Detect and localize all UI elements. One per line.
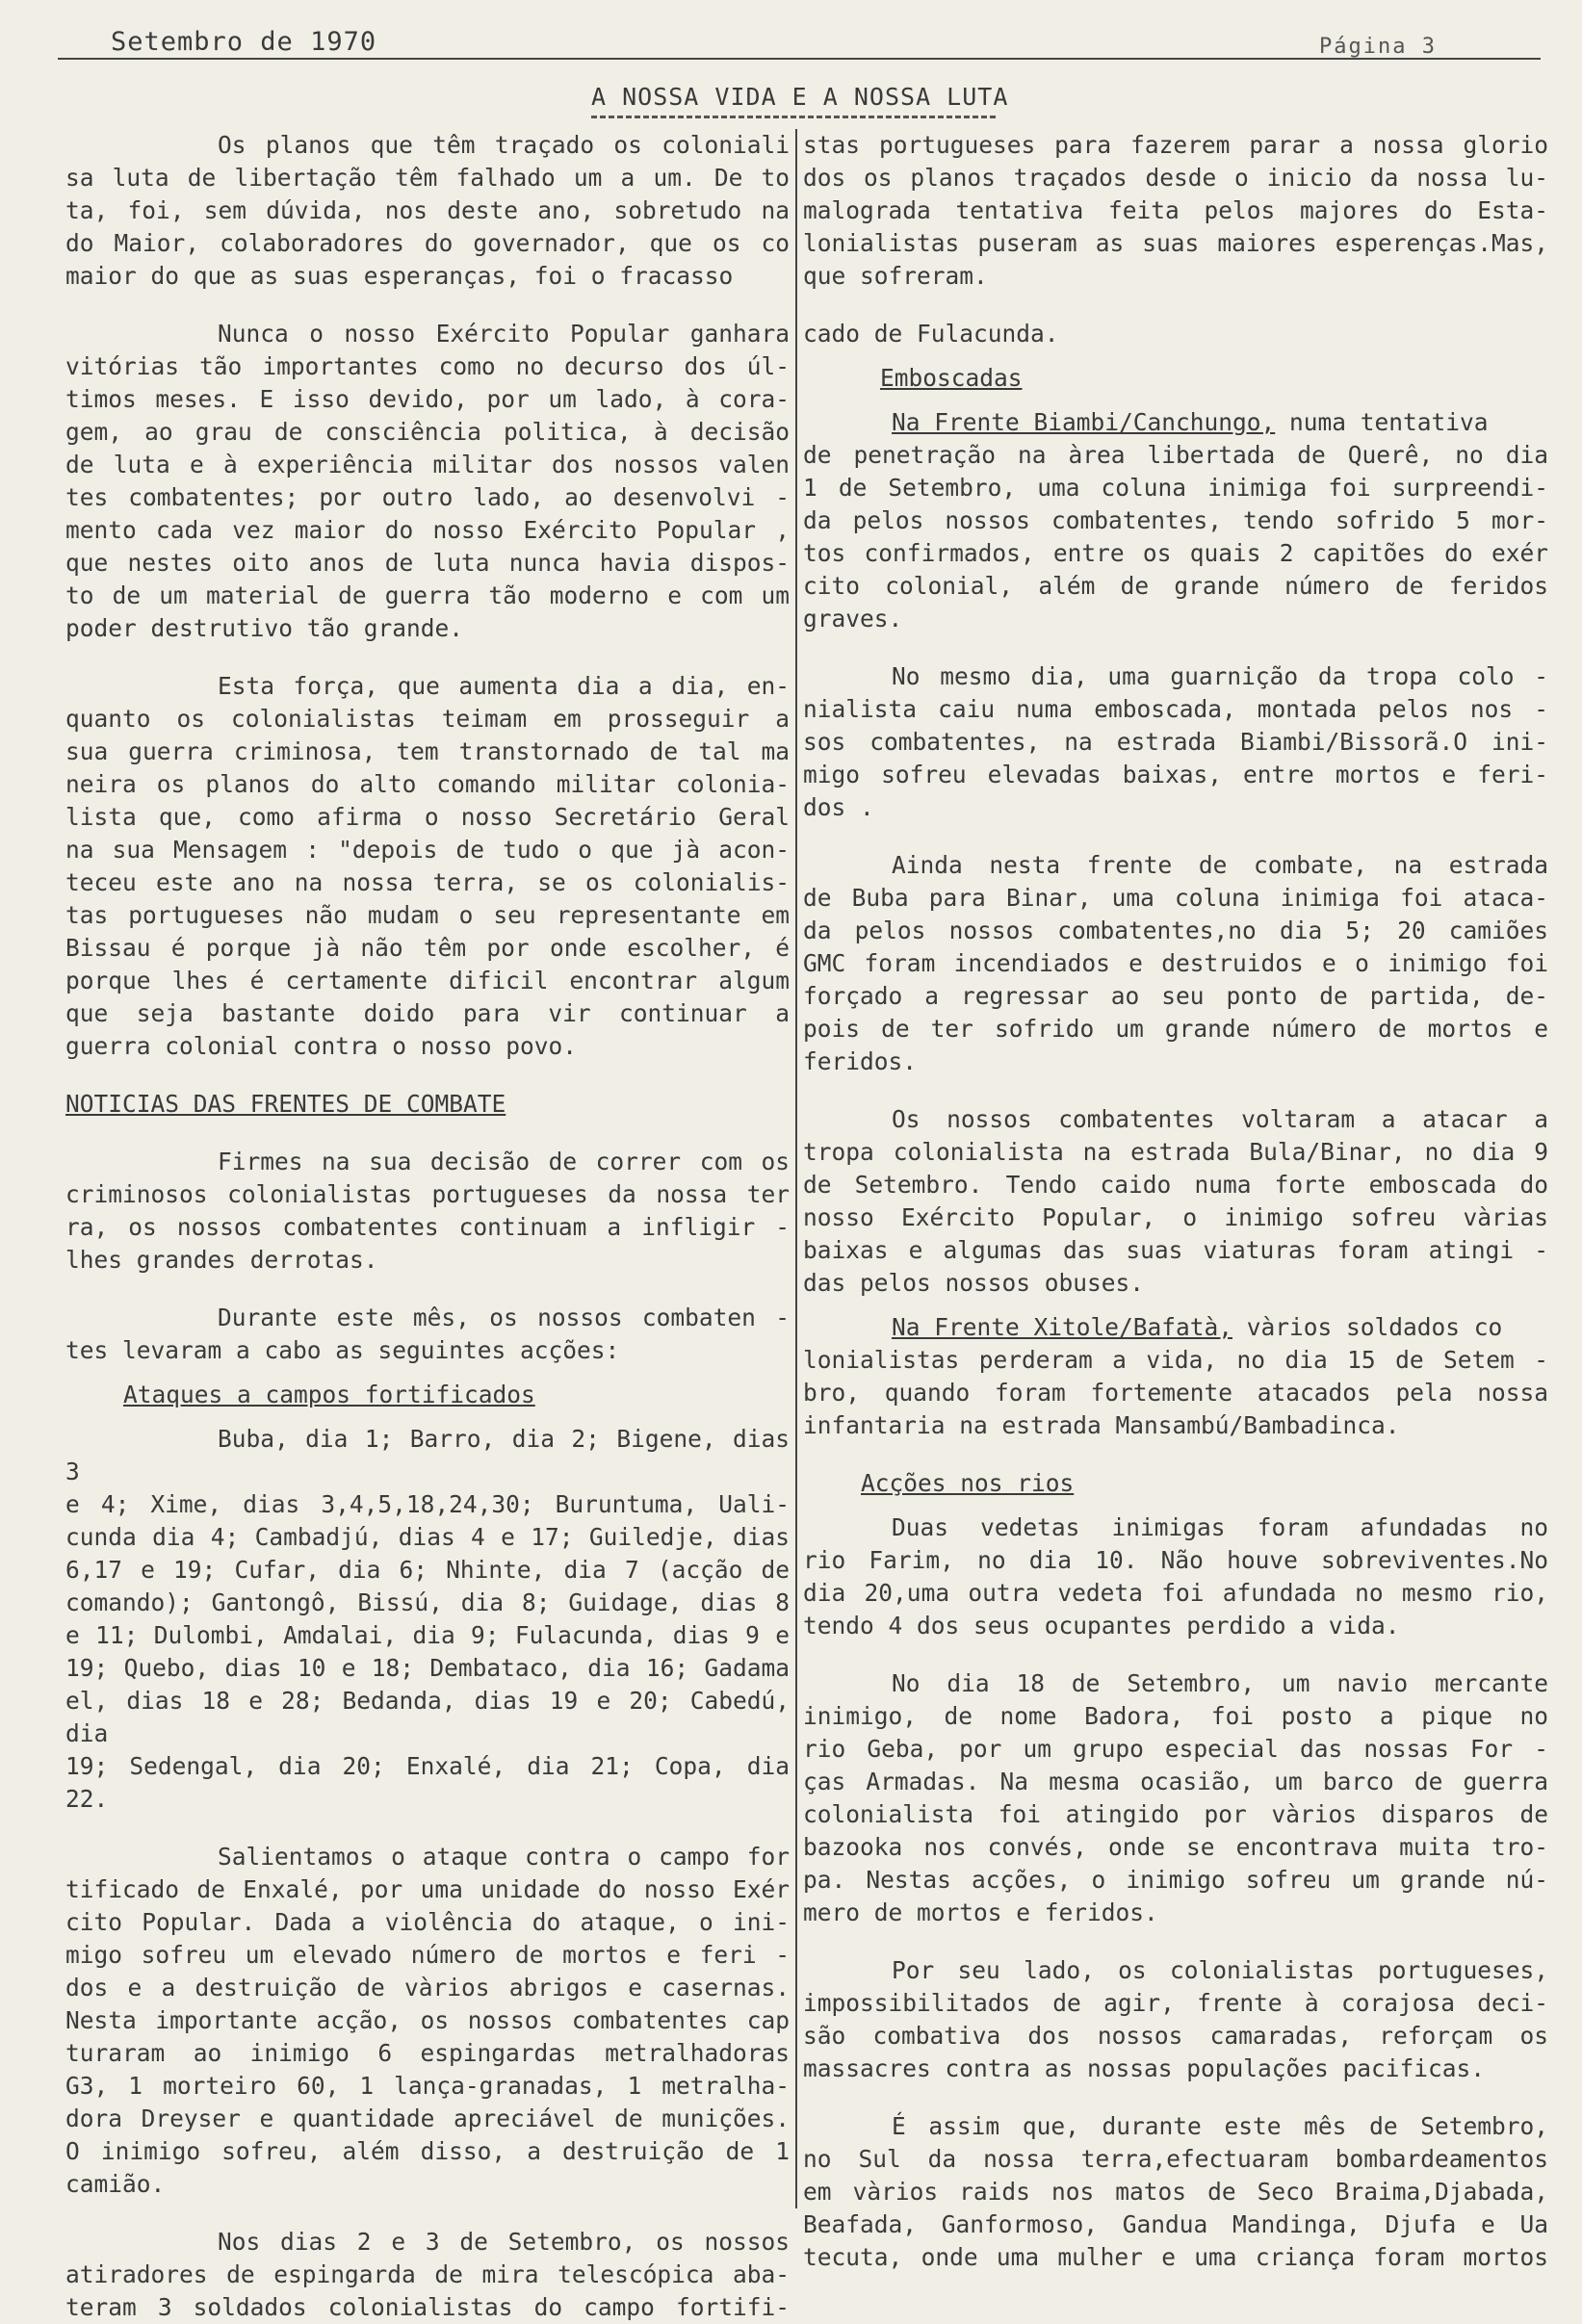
text-line: cado de Fulacunda. bbox=[803, 320, 1059, 348]
text-line: Esta força, que aumenta dia a dia, en- bbox=[218, 672, 790, 700]
text-line: rio Farim, no dia 10. Não houve sobreviventes.No bbox=[803, 1546, 1548, 1574]
text-line: feridos. bbox=[803, 1047, 918, 1075]
text-line: No dia 18 de Setembro, um navio mercante bbox=[892, 1669, 1548, 1697]
text-line: na sua Mensagem : "depois de tudo o que jà acon- bbox=[65, 836, 790, 864]
text-line: dos . bbox=[803, 793, 874, 821]
text-line: ças Armadas. Na mesma ocasião, um barco de guerra bbox=[803, 1768, 1548, 1795]
text-line: do Maior, colaboradores do governador, que os co bbox=[65, 229, 790, 257]
text-line: tendo 4 dos seus ocupantes perdido a vida. bbox=[803, 1612, 1400, 1640]
text-line: baixas e algumas das suas viaturas foram atingi - bbox=[803, 1236, 1548, 1264]
text-line: Duas vedetas inimigas foram afundadas no bbox=[892, 1513, 1548, 1541]
text-line: Buba, dia 1; Barro, dia 2; Bigene, dias 3 bbox=[65, 1425, 790, 1485]
text-line: lista que, como afirma o nosso Secretário Geral bbox=[65, 803, 790, 831]
text-line: que nestes oito anos de luta nunca havia dispos- bbox=[65, 549, 790, 577]
text-line: de Buba para Binar, uma coluna inimiga foi ataca- bbox=[803, 884, 1548, 912]
text-line: lonialistas perderam a vida, no dia 15 de Setem - bbox=[803, 1346, 1548, 1374]
text-line: pois de ter sofrido um grande número de mortos e bbox=[803, 1015, 1548, 1043]
text-line: atiradores de espingarda de mira telescópica aba- bbox=[65, 2260, 790, 2288]
paragraph bbox=[65, 129, 790, 293]
text-line: criminosos colonialistas portugueses da nossa ter bbox=[65, 1180, 790, 1208]
front-name: Na Frente Xitole/Bafatà, bbox=[892, 1313, 1233, 1341]
text-line: tificado de Enxalé, por uma unidade do nosso Exér bbox=[65, 1875, 790, 1903]
left-column bbox=[65, 129, 790, 2324]
text-line: de luta e à experiência militar dos nossos valen bbox=[65, 451, 790, 478]
text-line: 6,17 e 19; Cufar, dia 6; Nhinte, dia 7 (acção de bbox=[65, 1556, 790, 1584]
text-line: colonialista foi atingido por vàrios disparos de bbox=[803, 1800, 1548, 1828]
text-line: teram 3 soldados colonialistas do campo fortifi- bbox=[65, 2293, 790, 2321]
text-line: ta, foi, sem dúvida, nos deste ano, sobretudo na bbox=[65, 196, 790, 224]
text-line: tas portugueses não mudam o seu representante em bbox=[65, 901, 790, 929]
text-line: migo sofreu um elevado número de mortos e feri - bbox=[65, 1941, 790, 1969]
text-line: to de um material de guerra tão moderno e com um bbox=[65, 581, 790, 609]
text-line: rio Geba, por um grupo especial das nossas For - bbox=[803, 1735, 1548, 1763]
paragraph bbox=[803, 1103, 1548, 1300]
text-line: 1 de Setembro, uma coluna inimiga foi surpreendi- bbox=[803, 474, 1548, 502]
text-line: gem, ao grau de consciência politica, à decisão bbox=[65, 418, 790, 446]
text-line: turaram ao inimigo 6 espingardas metralhadoras bbox=[65, 2039, 790, 2067]
text-line: tes combatentes; por outro lado, ao desenvolvi - bbox=[65, 483, 790, 511]
paragraph bbox=[65, 2226, 790, 2324]
text-line: tropa colonialista na estrada Bula/Binar, no dia 9 bbox=[803, 1138, 1548, 1166]
page-number: Página 3 bbox=[1319, 35, 1437, 59]
text-line: massacres contra as nossas populações pacificas. bbox=[803, 2054, 1486, 2082]
text-line: vitórias tão importantes como no decurso dos úl- bbox=[65, 352, 790, 380]
text-line: e 11; Dulombi, Amdalai, dia 9; Fulacunda, dias 9 e bbox=[65, 1621, 790, 1649]
text-line: graves. bbox=[803, 605, 903, 633]
text-line: Nunca o nosso Exército Popular ganhara bbox=[218, 320, 790, 348]
lead-text: numa tentativa bbox=[1275, 408, 1489, 436]
text-line: GMC foram incendiados e destruidos e o inimigo foi bbox=[803, 949, 1548, 977]
text-line: porque lhes é certamente dificil encontrar algum bbox=[65, 967, 790, 994]
text-line: tos confirmados, entre os quais 2 capitões do exér bbox=[803, 539, 1548, 567]
text-line: el, dias 18 e 28; Bedanda, dias 19 e 20; Cabedú, dia bbox=[65, 1687, 790, 1747]
text-line: lonialistas puseram as suas maiores esperenças.Mas, bbox=[803, 229, 1548, 257]
text-line: tecuta, onde uma mulher e uma criança foram mortos bbox=[803, 2243, 1548, 2271]
text-line: infantaria na estrada Mansambú/Bambadinca. bbox=[803, 1411, 1400, 1439]
paragraph bbox=[803, 439, 1548, 635]
text-line: stas portugueses para fazerem parar a nossa glorio bbox=[803, 131, 1548, 159]
paragraph bbox=[65, 670, 790, 1063]
text-line: cunda dia 4; Cambadjú, dias 4 e 17; Guiledje, dias bbox=[65, 1523, 790, 1551]
text-line: de Setembro. Tendo caido numa forte emboscada do bbox=[803, 1171, 1548, 1199]
text-line: sa luta de libertação têm falhado um a um. De to bbox=[65, 164, 790, 192]
paragraph bbox=[803, 660, 1548, 824]
text-line: quanto os colonialistas teimam em prosseguir a bbox=[65, 705, 790, 733]
text-line: 19; Sedengal, dia 20; Enxalé, dia 21; Copa, dia 22. bbox=[65, 1752, 790, 1813]
text-line: poder destrutivo tão grande. bbox=[65, 614, 464, 642]
paragraph bbox=[803, 849, 1548, 1078]
text-line: de penetração na àrea libertada de Querê, no dia bbox=[803, 441, 1548, 469]
text-line: bazooka nos convés, onde se encontrava muita tro- bbox=[803, 1833, 1548, 1861]
text-line: mento cada vez maior do nosso Exército Popular , bbox=[65, 516, 790, 544]
section-heading: NOTICIAS DAS FRENTES DE COMBATE bbox=[65, 1090, 506, 1118]
text-line: da pelos nossos combatentes, tendo sofrido 5 mor- bbox=[803, 506, 1548, 534]
text-line: Nos dias 2 e 3 de Setembro, os nossos bbox=[218, 2228, 790, 2256]
article-title: A NOSSA VIDA E A NOSSA LUTA bbox=[591, 83, 1009, 111]
text-line: dos e a destruição de vàrios abrigos e casernas. bbox=[65, 1974, 790, 2001]
text-line: G3, 1 morteiro 60, 1 lança-granadas, 1 metralha- bbox=[65, 2072, 790, 2100]
paragraph bbox=[803, 1667, 1548, 1929]
lead-text: vàrios soldados co bbox=[1232, 1313, 1503, 1341]
text-line: Nesta importante acção, os nossos combatentes cap bbox=[65, 2006, 790, 2034]
title-underline bbox=[591, 116, 996, 118]
text-line: Os nossos combatentes voltaram a atacar a bbox=[892, 1105, 1548, 1133]
text-line: cito colonial, além de grande número de feridos bbox=[803, 572, 1548, 600]
text-line: É assim que, durante este mês de Setembro, bbox=[892, 2112, 1548, 2140]
paragraph bbox=[65, 1146, 790, 1277]
text-line: ra, os nossos combatentes continuam a infligir - bbox=[65, 1213, 790, 1241]
paragraph bbox=[65, 1841, 790, 2201]
text-line: camião. bbox=[65, 2170, 166, 2198]
text-line: comando); Gantongô, Bissú, dia 8; Guidage, dias 8 bbox=[65, 1588, 790, 1616]
text-line: pa. Nestas acções, o inimigo sofreu um grande nú- bbox=[803, 1866, 1548, 1894]
paragraph-lead bbox=[803, 1311, 1548, 1344]
text-line: Firmes na sua decisão de correr com os bbox=[218, 1148, 790, 1175]
paragraph bbox=[803, 1511, 1548, 1642]
subheading-attacks: Ataques a campos fortificados bbox=[123, 1381, 535, 1408]
paragraph bbox=[65, 1423, 790, 1816]
text-line: maior do que as suas esperanças, foi o fracasso bbox=[65, 262, 734, 290]
text-line: guerra colonial contra o nosso povo. bbox=[65, 1032, 578, 1060]
text-line: malograda tentativa feita pelos majores do Esta- bbox=[803, 196, 1548, 224]
text-line: Por seu lado, os colonialistas portugueses, bbox=[892, 1956, 1548, 1984]
text-line: migo sofreu elevadas baixas, entre mortos e feri- bbox=[803, 761, 1548, 788]
text-line: dora Dreyser e quantidade apreciável de munições. bbox=[65, 2105, 790, 2132]
right-column bbox=[803, 129, 1548, 2274]
header-rule bbox=[58, 58, 1541, 60]
text-line: sos combatentes, na estrada Biambi/Bissorã.O ini- bbox=[803, 728, 1548, 756]
text-line: impossibilitados de agir, frente à corajosa deci- bbox=[803, 1989, 1548, 2017]
text-line: são combativa dos nossos camaradas, reforçam os bbox=[803, 2022, 1548, 2050]
text-line: 19; Quebo, dias 10 e 18; Dembataco, dia 16; Gadama bbox=[65, 1654, 790, 1682]
text-line: mero de mortos e feridos. bbox=[803, 1898, 1158, 1926]
text-line: que seja bastante doido para vir continuar a bbox=[65, 999, 790, 1027]
text-line: lhes grandes derrotas. bbox=[65, 1246, 378, 1274]
text-line: da pelos nossos combatentes,no dia 5; 20 camiões bbox=[803, 917, 1548, 944]
text-line: inimigo, de nome Badora, foi posto a pique no bbox=[803, 1702, 1548, 1730]
paragraph-lead bbox=[803, 406, 1548, 439]
paragraph bbox=[803, 129, 1548, 293]
text-line: neira os planos do alto comando militar colonia- bbox=[65, 770, 790, 798]
paragraph bbox=[803, 1954, 1548, 2085]
paragraph bbox=[803, 318, 1548, 350]
paragraph bbox=[803, 1344, 1548, 1442]
issue-date: Setembro de 1970 bbox=[111, 27, 377, 57]
text-line: teceu este ano na nossa terra, se os colonialis- bbox=[65, 868, 790, 896]
text-line: nosso Exército Popular, o inimigo sofreu vàrias bbox=[803, 1203, 1548, 1231]
text-line: Durante este mês, os nossos combaten - bbox=[218, 1304, 790, 1331]
text-line: cito Popular. Dada a violência do ataque, o ini- bbox=[65, 1908, 790, 1936]
text-line: nialista caiu numa emboscada, montada pelos nos - bbox=[803, 695, 1548, 723]
column-divider bbox=[795, 129, 797, 2208]
paragraph bbox=[803, 2110, 1548, 2274]
text-line: tes levaram a cabo as seguintes acções: bbox=[65, 1336, 620, 1364]
front-name: Na Frente Biambi/Canchungo, bbox=[892, 408, 1276, 436]
text-line: No mesmo dia, uma guarnição da tropa colo - bbox=[892, 662, 1548, 690]
subheading-ambushes: Emboscadas bbox=[880, 364, 1023, 392]
text-line: em vàrios raids nos matos de Seco Braima,Djabada, bbox=[803, 2178, 1548, 2206]
text-line: que sofreram. bbox=[803, 262, 988, 290]
paragraph bbox=[65, 1302, 790, 1367]
text-line: Beafada, Ganformoso, Gandua Mandinga, Djufa e Ua bbox=[803, 2210, 1548, 2238]
text-line: forçado a regressar ao seu ponto de partida, de- bbox=[803, 982, 1548, 1010]
text-line: bro, quando foram fortemente atacados pela nossa bbox=[803, 1379, 1548, 1407]
text-line: e 4; Xime, dias 3,4,5,18,24,30; Buruntuma, Uali- bbox=[65, 1490, 790, 1518]
text-line: no Sul da nossa terra,efectuaram bombardeamentos bbox=[803, 2145, 1548, 2173]
text-line: sua guerra criminosa, tem transtornado de tal ma bbox=[65, 737, 790, 765]
text-line: dia 20,uma outra vedeta foi afundada no mesmo rio, bbox=[803, 1579, 1548, 1607]
text-line: dos os planos traçados desde o inicio da nossa lu- bbox=[803, 164, 1548, 192]
text-line: timos meses. E isso devido, por um lado, à cora- bbox=[65, 385, 790, 413]
text-line: Salientamos o ataque contra o campo for bbox=[218, 1843, 790, 1871]
text-line: Ainda nesta frente de combate, na estrada bbox=[892, 851, 1548, 879]
text-line: Os planos que têm traçado os coloniali bbox=[218, 131, 790, 159]
text-line: das pelos nossos obuses. bbox=[803, 1269, 1145, 1297]
subheading-rivers: Acções nos rios bbox=[861, 1469, 1075, 1497]
text-line: Bissau é porque jà não têm por onde escolher, é bbox=[65, 934, 790, 962]
text-line: O inimigo sofreu, além disso, a destruição de 1 bbox=[65, 2137, 790, 2165]
paragraph bbox=[65, 318, 790, 645]
